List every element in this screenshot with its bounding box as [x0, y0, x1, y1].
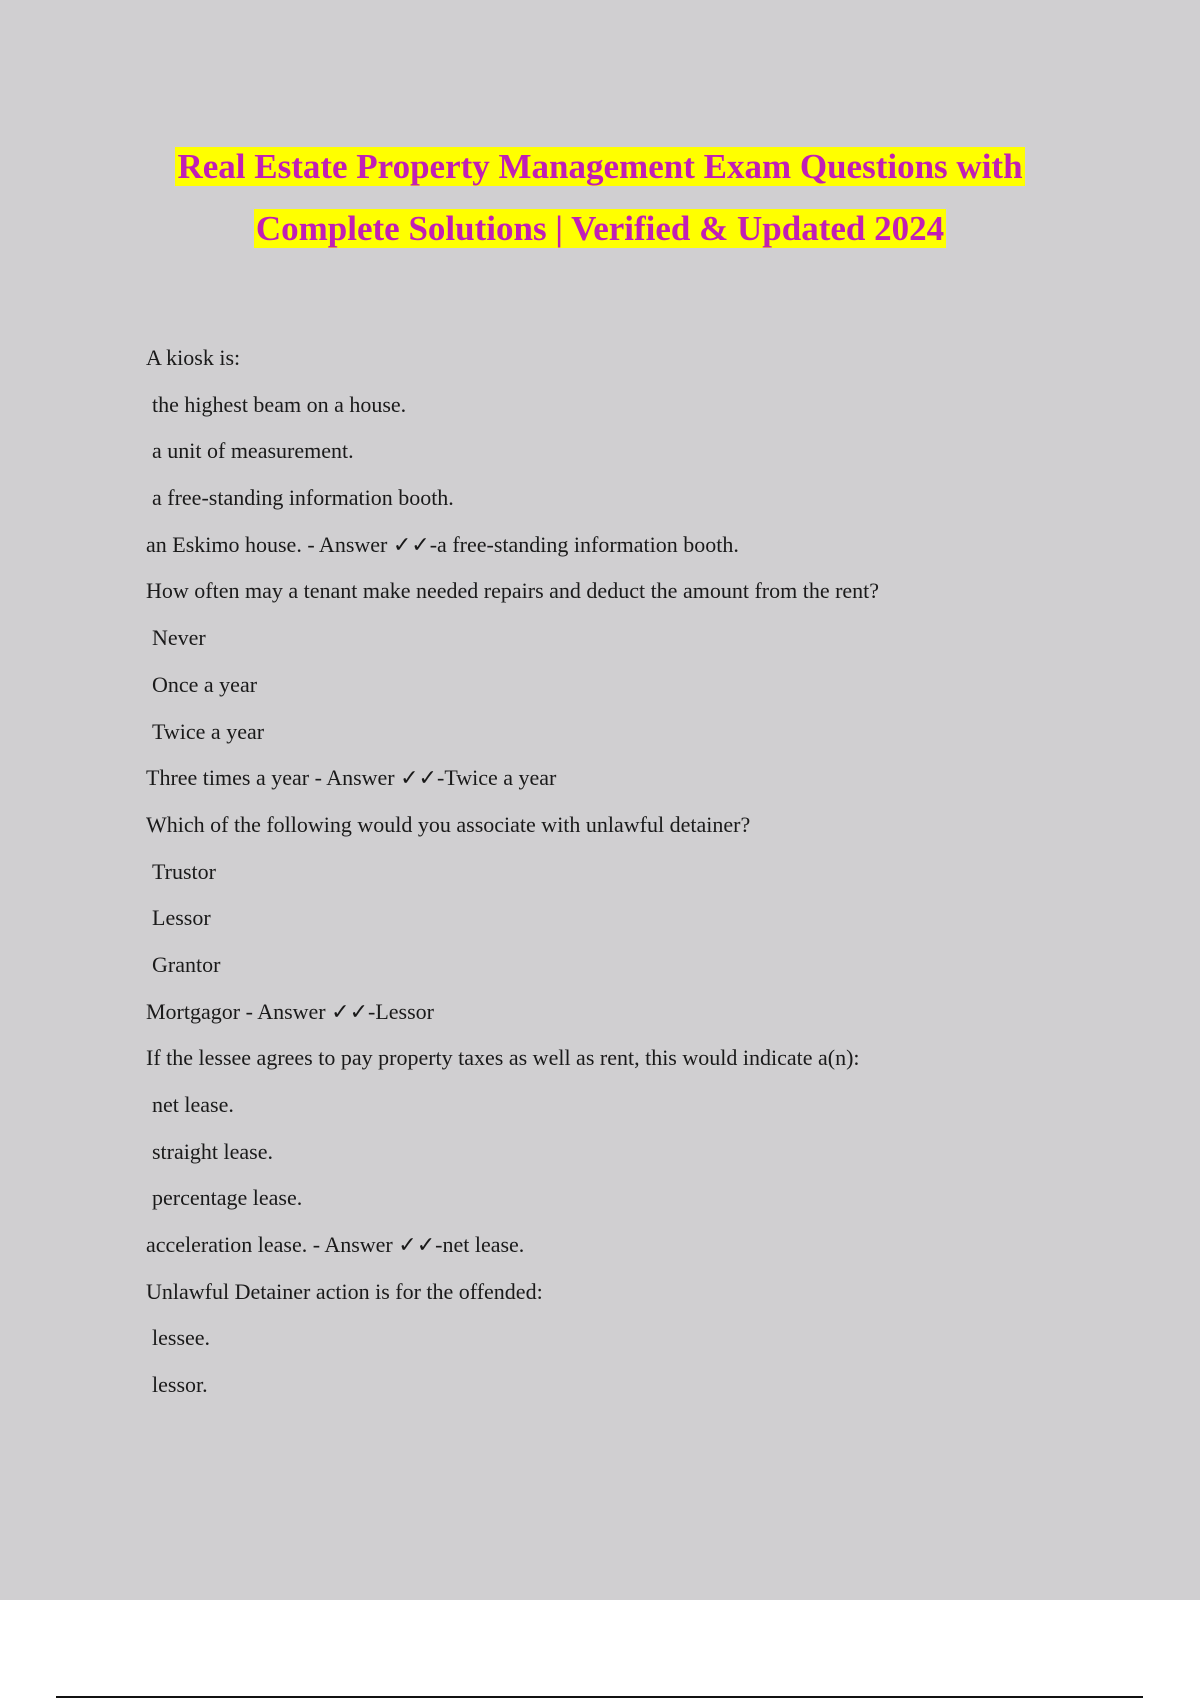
answer-option-text: Mortgagor - Answer: [146, 998, 332, 1024]
answer-option: Grantor: [152, 951, 221, 977]
title-text-1: Real Estate Property Management Exam Questions with: [177, 147, 1023, 186]
answer-option: a unit of measurement.: [152, 438, 354, 464]
question-text: How often may a tenant make needed repairs and deduct the amount from the rent?: [146, 578, 880, 604]
answer-line: [146, 757, 1106, 804]
answer-option: a free-standing information booth.: [152, 485, 454, 511]
correct-answer-text: -Twice a year: [437, 765, 557, 791]
title-line-2: [0, 204, 1200, 266]
correct-answer-text: -Lessor: [368, 998, 434, 1024]
answer-option: Never: [152, 625, 206, 651]
answer-option: net lease.: [152, 1092, 234, 1117]
title-text-2: Complete Solutions | Verified & Updated 2024: [255, 209, 945, 248]
answer-option: straight lease.: [152, 1138, 273, 1164]
page-footer: [0, 1600, 1200, 1700]
question-list: [146, 337, 1106, 1411]
double-check-icon: ✓✓: [392, 532, 430, 558]
answer-line: [146, 524, 1106, 571]
correct-answer-text: -net lease.: [435, 1232, 525, 1258]
answer-option: percentage lease.: [152, 1185, 303, 1211]
double-check-icon: ✓✓: [331, 999, 369, 1025]
question-text: Unlawful Detainer action is for the offended:: [146, 1278, 543, 1304]
answer-option: lessor.: [152, 1372, 208, 1398]
double-check-icon: ✓✓: [400, 766, 437, 792]
title-line-1: [0, 142, 1200, 204]
answer-option: Lessor: [152, 905, 211, 931]
answer-option-text: an Eskimo house. - Answer: [146, 531, 393, 557]
answer-option-text: Three times a year - Answer: [146, 765, 401, 791]
answer-line: [146, 1224, 1106, 1271]
document-title: [0, 142, 1200, 266]
answer-option-text: acceleration lease. - Answer: [146, 1232, 399, 1258]
correct-answer-text: -a free-standing information booth.: [429, 531, 739, 557]
answer-line: [146, 991, 1106, 1038]
double-check-icon: ✓✓: [398, 1233, 436, 1259]
question-text: A kiosk is:: [146, 345, 241, 370]
answer-option: the highest beam on a house.: [152, 391, 407, 417]
footer-divider: [56, 1696, 1143, 1698]
answer-option: Trustor: [152, 858, 216, 884]
question-text: Which of the following would you associate with unlawful detainer?: [146, 811, 751, 837]
answer-option: lessee.: [152, 1325, 211, 1351]
answer-option: Twice a year: [152, 718, 265, 744]
answer-option: Once a year: [152, 671, 258, 697]
question-text: If the lessee agrees to pay property taxes as well as rent, this would indicate a(n):: [146, 1045, 860, 1071]
